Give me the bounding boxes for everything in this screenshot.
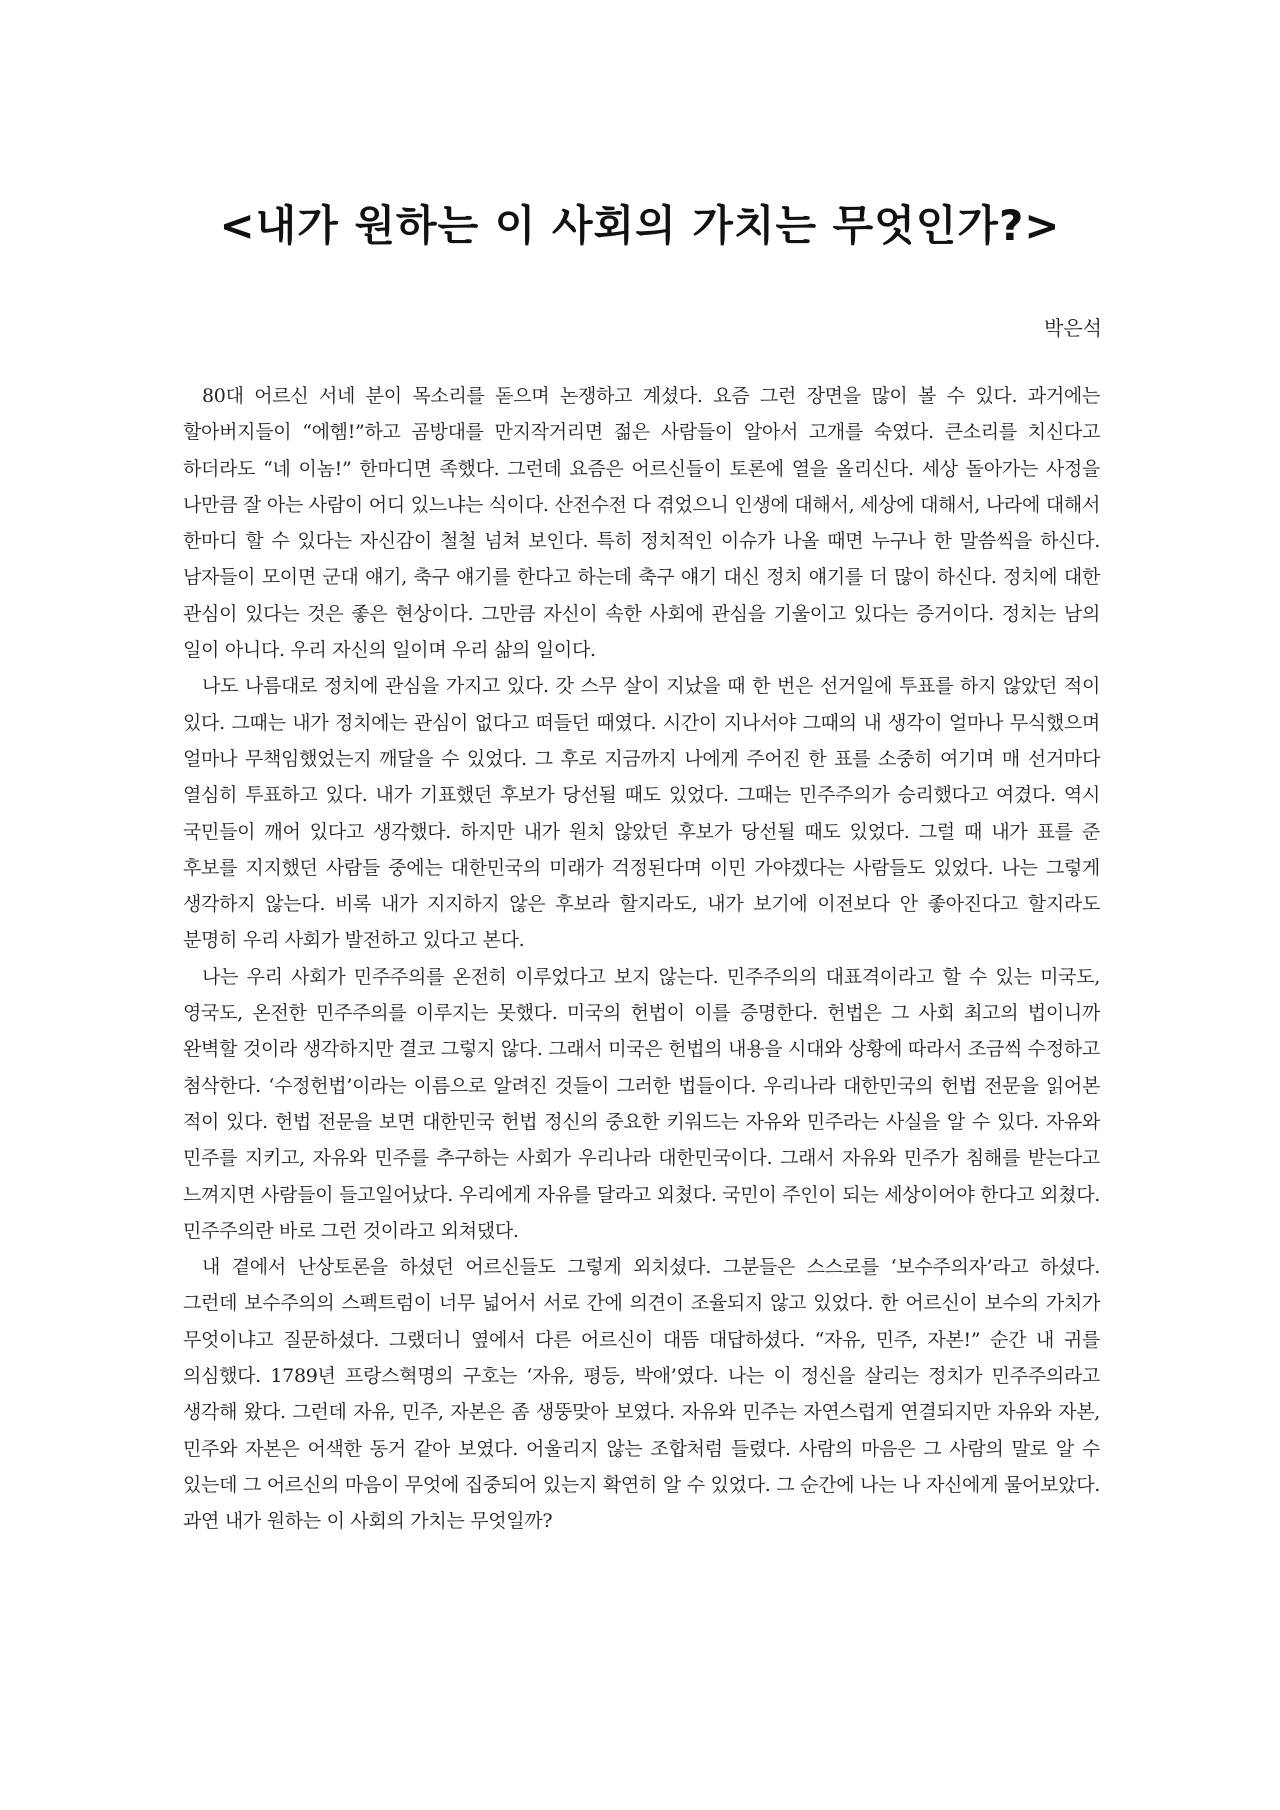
body-paragraph: 80대 어르신 서네 분이 목소리를 돋으며 논쟁하고 계셨다. 요즘 그런 장면을 많이 볼 수 있다. 과거에는 할아버지들이 “에헴!”하고 곰방대를 만지작거리면 젊은 사람들이 알아서 고개를 숙였다. 큰소리를 치신다고 하더라도 “네 이놈!” 한마디면 족했다. 그런데 요즘은 어르신들이 토론에 열을 올리신다. 세상 돌아가는 사정을 나만큼 잘 아는 사람이 어디 있느냐는 식이다. 산전수전 다 겪었으니 인생에 대해서, 세상에 대해서, 나라에 대해서 한마디 할 수 있다는 자신감이 철철 넘쳐 보인다. 특히 정치적인 이슈가 나올 때면 누구나 한 말씀씩을 하신다. 남자들이 모이면 군대 얘기, 축구 얘기를 한다고 하는데 축구 얘기 대신 정치 얘기를 더 많이 하신다. 정치에 대한 관심이 있다는 것은 좋은 현상이다. 그만큼 자신이 속한 사회에 관심을 기울이고 있다는 증거이다. 정치는 남의 일이 아니다. 우리 자신의 일이며 우리 삶의 일이다. <box>183 385 1100 662</box>
body-paragraph: 나는 우리 사회가 민주주의를 온전히 이루었다고 보지 않는다. 민주주의의 대표격이라고 할 수 있는 미국도, 영국도, 온전한 민주주의를 이루지는 못했다. 미국의 헌법이 이를 증명한다. 헌법은 그 사회 최고의 법이니까 완벽할 것이라 생각하지만 결코 그렇지 않다. 그래서 미국은 헌법의 내용을 시대와 상황에 따라서 조금씩 수정하고 첨삭한다. ‘수정헌법’이라는 이름으로 알려진 것들이 그러한 법들이다. 우리나라 대한민국의 헌법 전문을 읽어본 적이 있다. 헌법 전문을 보면 대한민국 헌법 정신의 중요한 키워드는 자유와 민주라는 사실을 알 수 있다. 자유와 민주를 지키고, 자유와 민주를 추구하는 사회가 우리나라 대한민국이다. 그래서 자유와 민주가 침해를 받는다고 느껴지면 사람들이 들고일어났다. 우리에게 자유를 달라고 외쳤다. 국민이 주인이 되는 세상이어야 한다고 외쳤다. 민주주의란 바로 그런 것이라고 외쳐댔다. <box>183 965 1100 1242</box>
document-body <box>183 378 1100 1540</box>
body-paragraph: 나도 나름대로 정치에 관심을 가지고 있다. 갓 스무 살이 지났을 때 한 번은 선거일에 투표를 하지 않았던 적이 있다. 그때는 내가 정치에는 관심이 없다고 떠들던 때였다. 시간이 지나서야 그때의 내 생각이 얼마나 무식했으며 얼마나 무책임했었는지 깨달을 수 있었다. 그 후로 지금까지 나에게 주어진 한 표를 소중히 여기며 매 선거마다 열심히 투표하고 있다. 내가 기표했던 후보가 당선될 때도 있었다. 그때는 민주주의가 승리했다고 여겼다. 역시 국민들이 깨어 있다고 생각했다. 하지만 내가 원치 않았던 후보가 당선될 때도 있었다. 그럴 때 내가 표를 준 후보를 지지했던 사람들 중에는 대한민국의 미래가 걱정된다며 이민 가야겠다는 사람들도 있었다. 나는 그렇게 생각하지 않는다. 비록 내가 지지하지 않은 후보라 할지라도, 내가 보기에 이전보다 안 좋아진다고 할지라도 분명히 우리 사회가 발전하고 있다고 본다. <box>183 675 1100 952</box>
body-paragraph: 내 곁에서 난상토론을 하셨던 어르신들도 그렇게 외치셨다. 그분들은 스스로를 ‘보수주의자’라고 하셨다. 그런데 보수주의의 스펙트럼이 너무 넓어서 서로 간에 의견이 조율되지 않고 있었다. 한 어르신이 보수의 가치가 무엇이냐고 질문하셨다. 그랬더니 옆에서 다른 어르신이 대뜸 대답하셨다. “자유, 민주, 자본!” 순간 내 귀를 의심했다. 1789년 프랑스혁명의 구호는 ‘자유, 평등, 박애’였다. 나는 이 정신을 살리는 정치가 민주주의라고 생각해 왔다. 그런데 자유, 민주, 자본은 좀 생뚱맞아 보였다. 자유와 민주는 자연스럽게 연결되지만 자유와 자본, 민주와 자본은 어색한 동거 같아 보였다. 어울리지 않는 조합처럼 들렸다. 사람의 마음은 그 사람의 말로 알 수 있는데 그 어르신의 마음이 무엇에 집중되어 있는지 확연히 알 수 있었다. 그 순간에 나는 나 자신에게 물어보았다. 과연 내가 원하는 이 사회의 가치는 무엇일까? <box>183 1256 1100 1533</box>
document-title: <내가 원하는 이 사회의 가치는 무엇인가?> <box>219 201 1061 250</box>
author-name: 박은석 <box>1044 316 1102 340</box>
